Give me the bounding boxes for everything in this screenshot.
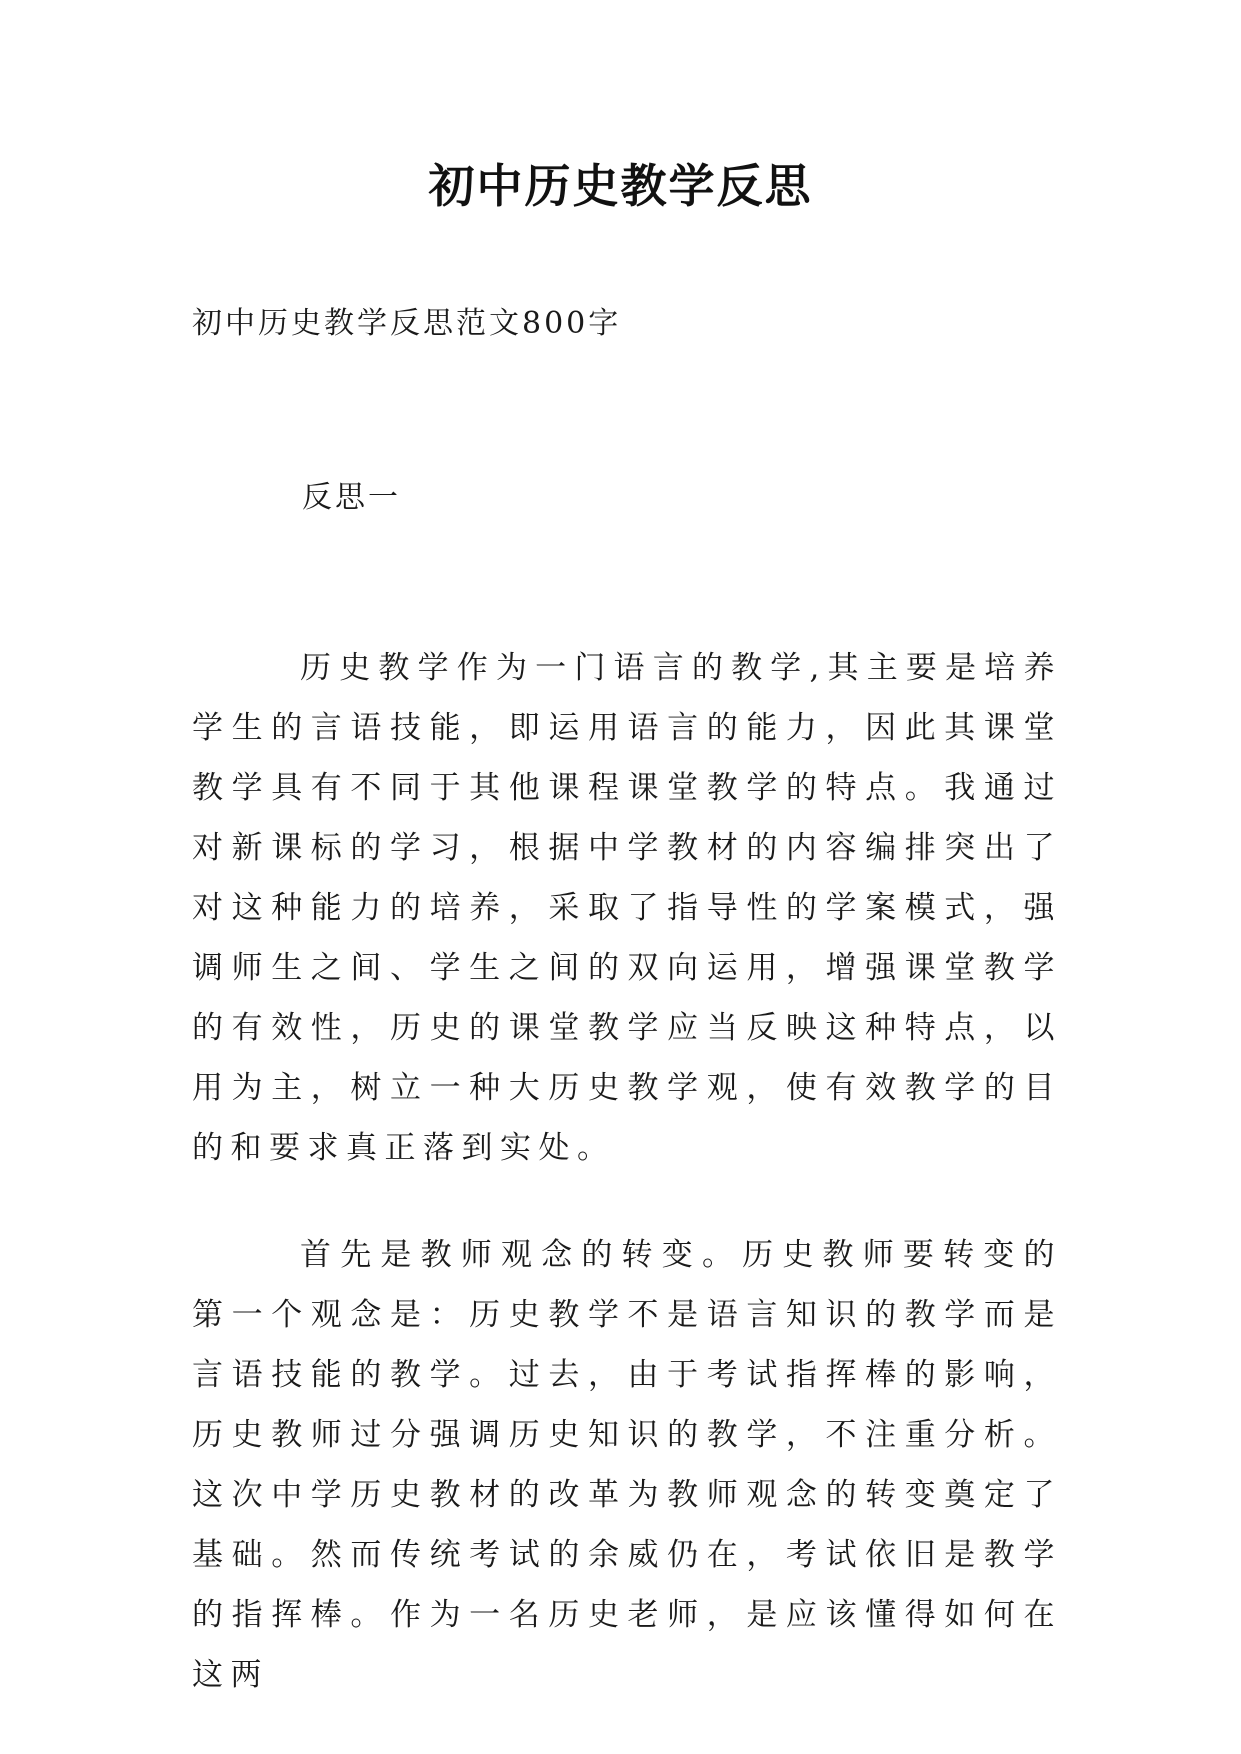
- paragraph-2: 首先是教师观念的转变。历史教师要转变的第一个观念是：历史教学不是语言知识的教学而是言语技能的教学。过去，由于考试指挥棒的影响，历史教师过分强调历史知识的教学，不注重分析。这次中学历史教材的改革为教师观念的转变奠定了基础。然而传统考试的余威仍在，考试依旧是教学的指挥棒。作为一名历史老师，是应该懂得如何在这两: [192, 1237, 1062, 1693]
- document-title: 初中历史教学反思: [428, 159, 813, 213]
- document-subtitle: 初中历史教学反思范文800字: [192, 306, 622, 341]
- paragraph-1: 历史教学作为一门语言的教学,其主要是培养学生的言语技能，即运用语言的能力，因此其课堂教学具有不同于其他课程课堂教学的特点。我通过对新课标的学习，根据中学教材的内容编排突出了对这种能力的培养，采取了指导性的学案模式，强调师生之间、学生之间的双向运用，增强课堂教学的有效性，历史的课堂教学应当反映这种特点，以用为主，树立一种大历史教学观，使有效教学的目的和要求真正落到实处。: [192, 650, 1062, 1166]
- section-heading: 反思一: [302, 480, 401, 515]
